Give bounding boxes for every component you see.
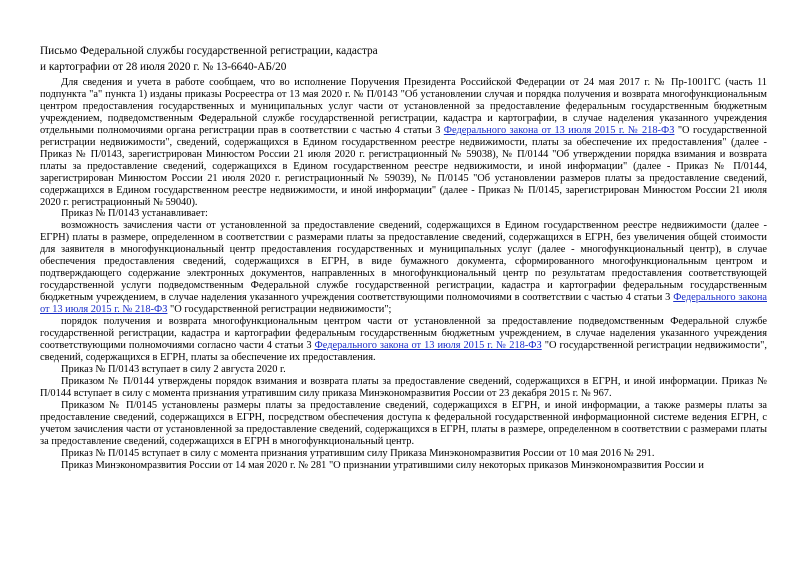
document-body: [40, 77, 767, 471]
paragraph-establishes: Приказ № П/0143 устанавливает:: [61, 208, 208, 220]
paragraph-text: "О государственной регистрации недвижимости", сведений, содержащихся в ЕГРН, платы за обеспечение их предоставления.: [40, 339, 768, 363]
document-title: [40, 43, 378, 75]
paragraph-text: порядок получения и возврата многофункциональным центром части от установленной за предоставление подведомственным Федеральной службе государственной регистрации, кадастра и картографии федеральным государственным бюджетным учреждением, в случае наделения указанного учреждения соответствующими полномочиями согласно части 4 статьи 3: [40, 316, 767, 351]
title-line-2: и картографии от 28 июля 2020 г. № 13-6640-АБ/20: [40, 61, 287, 73]
paragraph-text: Для сведения и учета в работе сообщаем, что во исполнение Поручения Президента Российской Федерации от 24 мая 2017 г. № Пр-1001ГС (часть 11 подпункта "а" пункта 1) изданы приказы Росреестра от 13 мая 2020 г. № П/0143 "Об установлении случая и порядка получения и возврата многофункциональным центром предоставления государственных и муниципальных услуг части от установленной за предоставление федеральным государственным бюджетным учреждением, подведомственным Федеральной службе государственной регистрации, кадастра и картографии, в случае наделения указанного учреждения отдельными полномочиями органа регистрации прав в соответствии с частью 4 статьи 3: [40, 77, 767, 136]
paragraph-procedure: [40, 316, 767, 364]
paragraph-order-0145: Приказом № П/0145 установлены размеры платы за предоставление сведений, содержащихся в ЕГРН, и иной информации, а также размеры платы за предоставление сведений, содержащихся в ЕГРН, посредством обеспечения доступа к федеральной государственной информационной системе ведения ЕГРН, с учетом зачисления части от установленной за предоставление сведений, содержащихся в ЕГРН, платы в размере, определенном в соответствии с размерами платы за предоставление сведений, содержащихся в ЕГРН в многофункциональный центр.: [40, 399, 767, 447]
paragraph-effective-0145: Приказ № П/0145 вступает в силу с момента признания утратившим силу Приказа Минэкономразвития России от 10 мая 2016 № 291.: [61, 447, 655, 459]
paragraph-intro: [40, 77, 767, 208]
paragraph-order-0144: Приказом № П/0144 утверждены порядок взимания и возврата платы за предоставление сведений, содержащихся в ЕГРН, и иной информации. Приказ № П/0144 вступает в силу с момента признания утратившим силу приказа Минэкономразвития России от 23 декабря 2015 г. № 967.: [40, 375, 767, 399]
paragraph-possibility: [40, 220, 767, 316]
paragraph-effective-0143: Приказ № П/0143 вступает в силу 2 августа 2020 г.: [61, 363, 286, 375]
paragraph-text: возможность зачисления части от установленной за предоставление сведений, содержащихся в Едином государственном реестре недвижимости (далее - ЕГРН) платы в размере, определенном в соответствии с размерами платы за предоставление сведений, содержащихся в ЕГРН, без увеличения общей стоимости для заявителя в многофункциональный центр предоставления государственных и муниципальных услуг (далее - многофункциональный центр), в случае обеспечения предоставления сведений, содержащихся в ЕГРН, в виде бумажного документа, сформированного многофункциональным центром и подтверждающего содержание электронных документов, направленных в многофункциональный центр по результатам предоставления соответствующей государственной услуги подведомственным Федеральной службе государственной регистрации, кадастра и картографии федеральным государственным бюджетным учреждением, в случае наделения указанного учреждения соответствующими полномочиями в соответствии с частью 4 статьи 3: [40, 220, 767, 304]
law-link[interactable]: Федерального закона от 13 июля 2015 г. № 218-ФЗ: [40, 292, 767, 316]
paragraph-text: "О государственной регистрации недвижимости", сведений, содержащихся в Едином государственном реестре недвижимости, платы за обеспечение их предоставления" (далее - Приказ № П/0143, зарегистрирован Минюстом России 21 июля 2020 г. регистрационный № 59038), № П/0144 "Об утверждении порядка взимания и возврата платы за предоставление сведений, содержащихся в Едином государственном реестре недвижимости, и иной информации" (далее - Приказ № П/0144, зарегистрирован Минюстом России 21 июля 2020 г. регистрационный № 59039), № П/0145 "Об установлении размеров платы за предоставление сведений, содержащихся в Едином государственном реестре недвижимости, и иной информации" (далее - Приказ № П/0145, зарегистрирован Минюстом России 21 июля 2020 г. регистрационный № 59040).: [40, 124, 767, 208]
paragraph-text: "О государственной регистрации недвижимости";: [167, 304, 392, 316]
title-line-1: Письмо Федеральной службы государственной регистрации, кадастра: [40, 45, 378, 57]
law-link[interactable]: Федерального закона от 13 июля 2015 г. № 218-ФЗ: [443, 124, 675, 136]
law-link[interactable]: Федерального закона от 13 июля 2015 г. № 218-ФЗ: [314, 339, 542, 351]
paragraph-order-281: Приказ Минэкономразвития России от 14 мая 2020 г. № 281 "О признании утратившими силу некоторых приказов Минэкономразвития России и: [61, 459, 704, 471]
